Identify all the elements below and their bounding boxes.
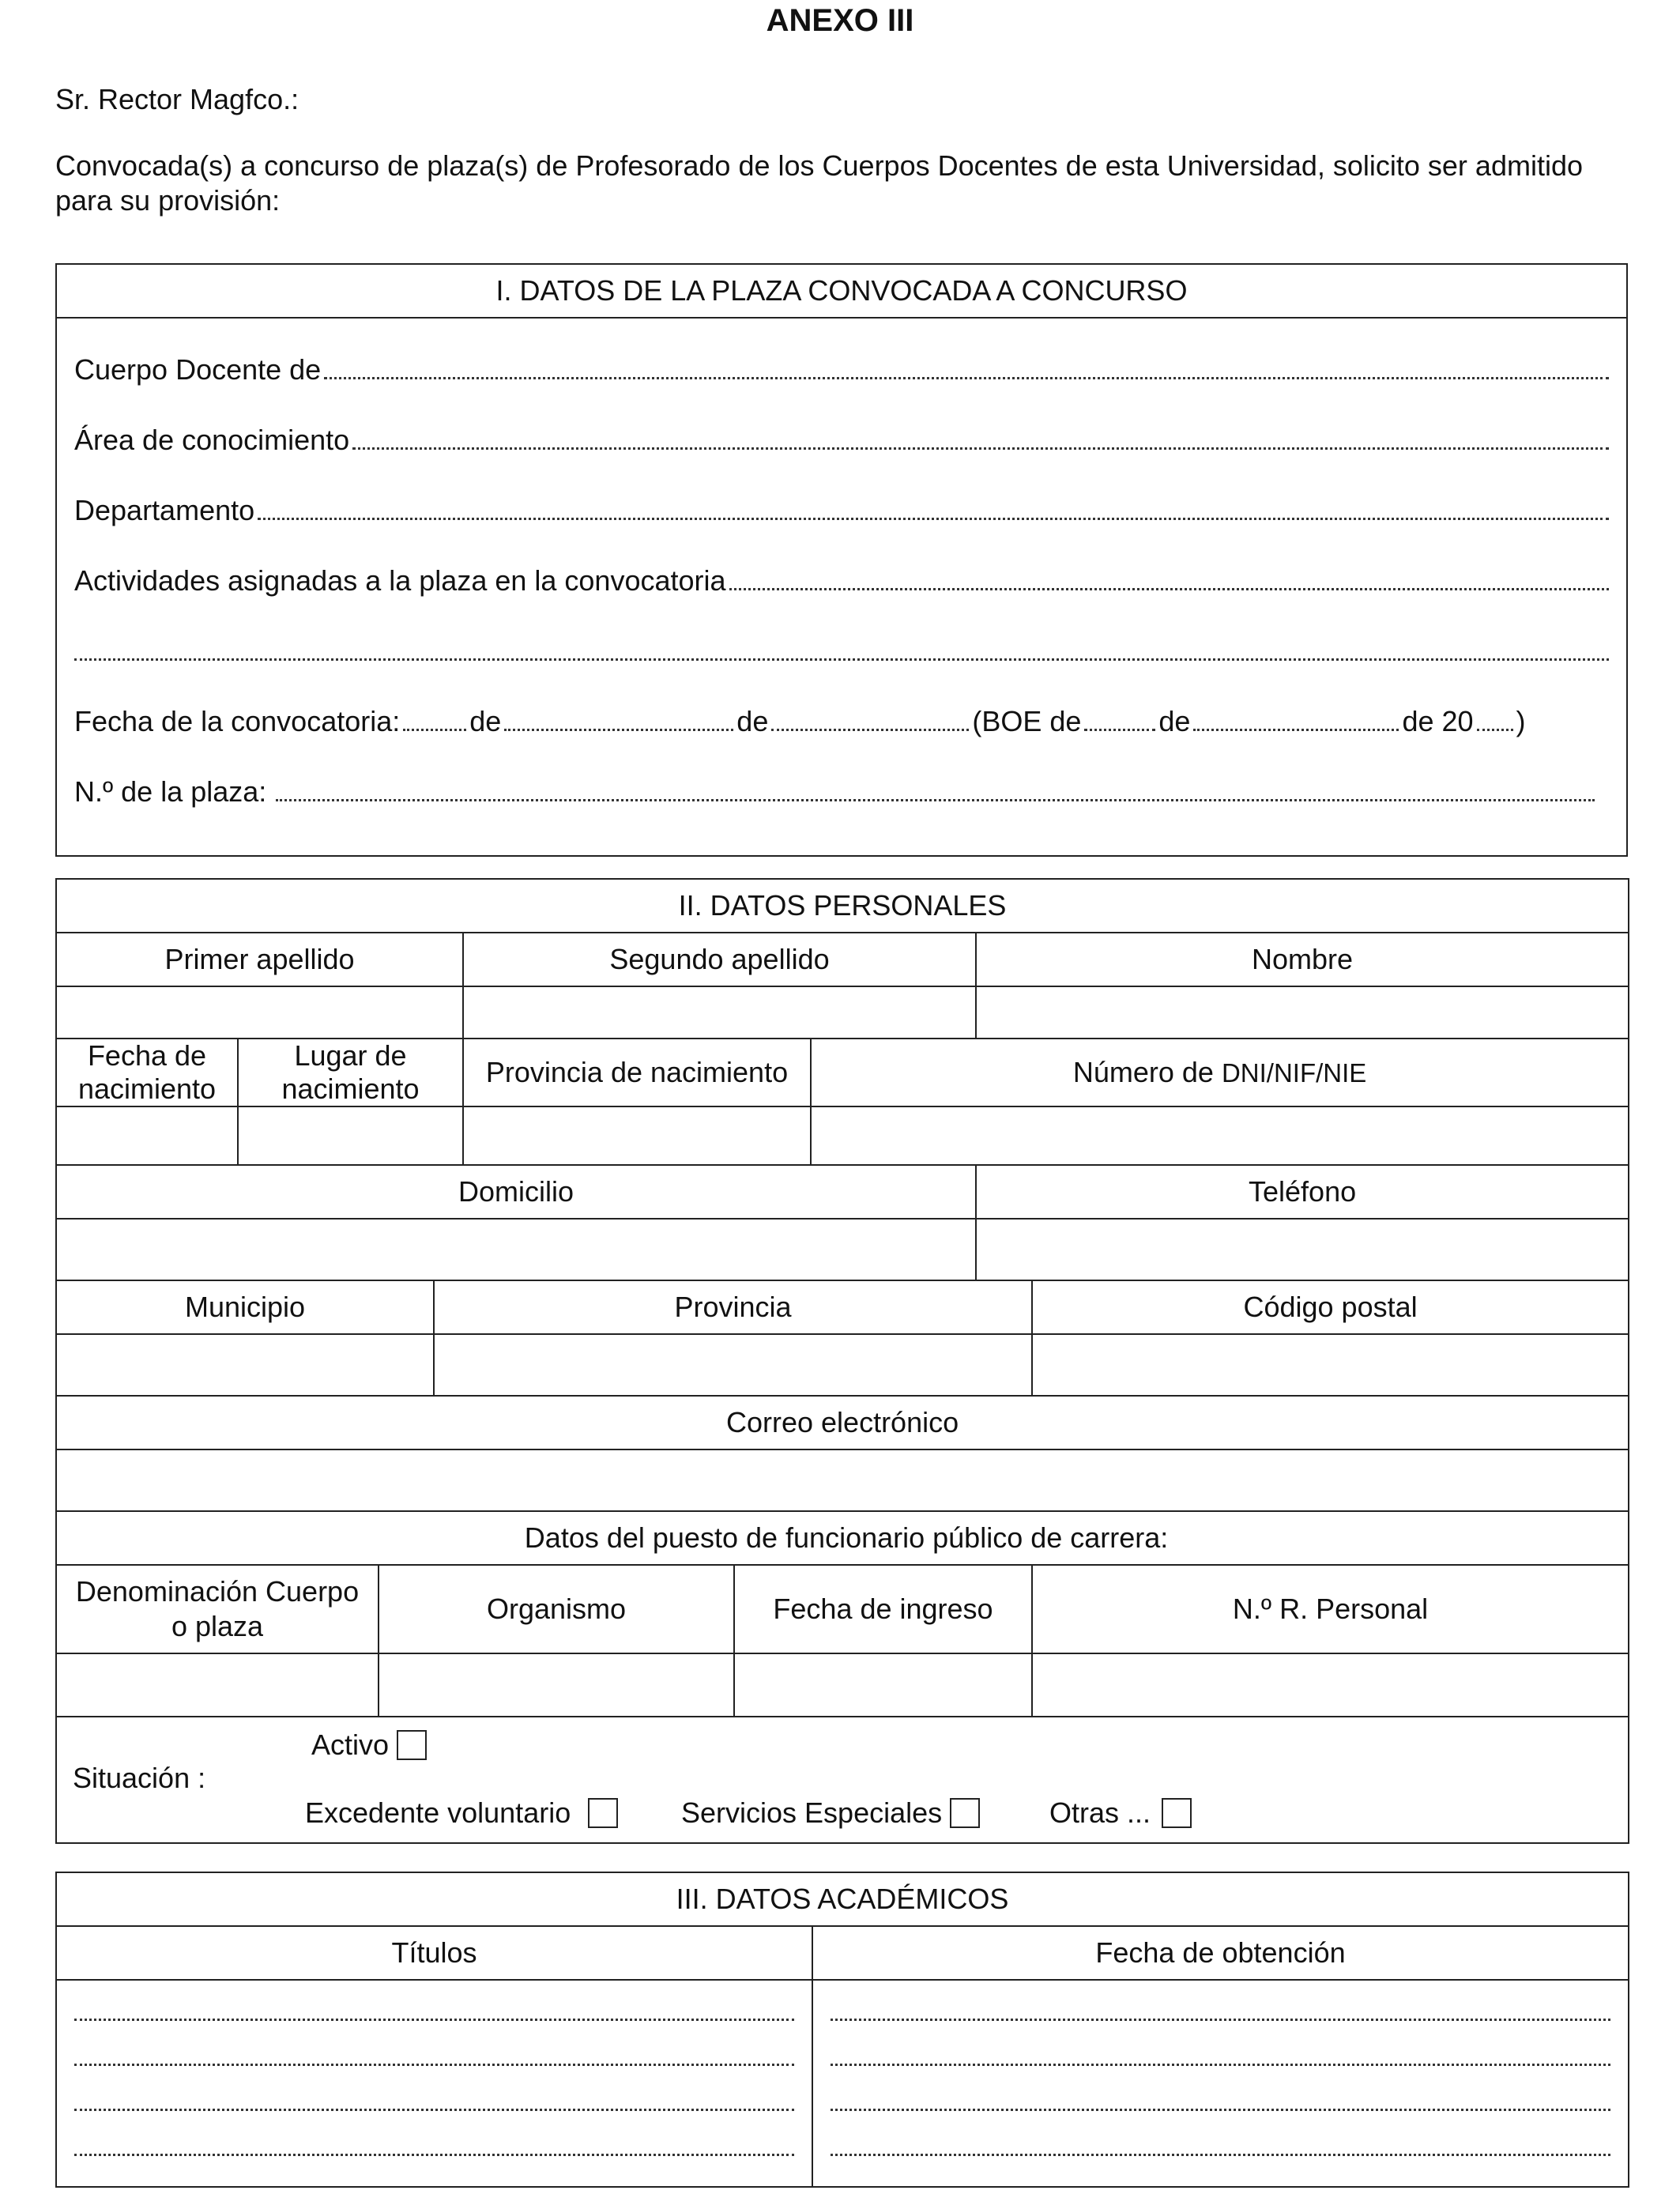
fecha-convocatoria-field[interactable]: Fecha de la convocatoria: de de (BOE de de de 20 ) bbox=[74, 705, 1526, 737]
organismo-label: Organismo bbox=[379, 1565, 734, 1653]
nr-personal-input[interactable] bbox=[1032, 1653, 1629, 1717]
actividades-continuation-field[interactable] bbox=[74, 635, 1609, 705]
municipio-input[interactable] bbox=[56, 1334, 434, 1396]
codigo-postal-label: Código postal bbox=[1032, 1280, 1629, 1334]
cuerpo-docente-field[interactable] bbox=[74, 353, 1609, 424]
section-datos-academicos bbox=[55, 1872, 1629, 2188]
correo-label: Correo electrónico bbox=[56, 1396, 1629, 1449]
provincia-nacimiento-label: Provincia de nacimiento bbox=[463, 1039, 811, 1106]
denominacion-label: Denominación Cuerpo o plaza bbox=[56, 1565, 379, 1653]
activo-option[interactable]: Activo bbox=[311, 1728, 427, 1762]
section-plaza-convocada bbox=[55, 263, 1628, 857]
fecha-nacimiento-label: Fecha de nacimiento bbox=[56, 1039, 238, 1106]
correo-input[interactable] bbox=[56, 1449, 1629, 1511]
document-title: ANEXO III bbox=[766, 3, 914, 38]
area-conocimiento-field[interactable] bbox=[74, 424, 1609, 494]
provincia-nacimiento-input[interactable] bbox=[463, 1106, 811, 1165]
domicilio-label: Domicilio bbox=[56, 1165, 976, 1219]
titulo-line[interactable] bbox=[74, 2043, 794, 2066]
actividades-label: Actividades asignadas a la plaza en la convocatoria bbox=[74, 564, 726, 597]
cuerpo-docente-label: Cuerpo Docente de bbox=[74, 353, 322, 386]
fecha-obtencion-lines[interactable] bbox=[812, 1980, 1629, 2187]
fecha-obtencion-line[interactable] bbox=[831, 2133, 1610, 2156]
plaza-fields bbox=[56, 318, 1627, 856]
dni-label: Número de DNI/NIF/NIE bbox=[811, 1039, 1629, 1106]
fecha-ingreso-input[interactable] bbox=[734, 1653, 1032, 1717]
segundo-apellido-label: Segundo apellido bbox=[463, 933, 976, 986]
funcionario-label: Datos del puesto de funcionario público de carrera: bbox=[56, 1511, 1629, 1565]
domicilio-input[interactable] bbox=[56, 1219, 976, 1280]
area-conocimiento-label: Área de conocimiento bbox=[74, 424, 350, 456]
servicios-checkbox[interactable] bbox=[950, 1798, 980, 1828]
fecha-nacimiento-input[interactable] bbox=[56, 1106, 238, 1165]
titulos-label: Títulos bbox=[56, 1926, 812, 1980]
situacion-label: Situación : bbox=[73, 1762, 206, 1794]
fecha-obtencion-line[interactable] bbox=[831, 2043, 1610, 2066]
codigo-postal-input[interactable] bbox=[1032, 1334, 1629, 1396]
section-1-header: I. DATOS DE LA PLAZA CONVOCADA A CONCURSO bbox=[56, 264, 1627, 318]
actividades-field[interactable] bbox=[74, 564, 1609, 635]
section-datos-personales bbox=[55, 878, 1629, 1844]
segundo-apellido-input[interactable] bbox=[463, 986, 976, 1039]
nombre-input[interactable] bbox=[976, 986, 1629, 1039]
municipio-label: Municipio bbox=[56, 1280, 434, 1334]
section-2-header: II. DATOS PERSONALES bbox=[56, 879, 1629, 933]
otras-option[interactable]: Otras ... bbox=[1049, 1796, 1192, 1830]
titulo-line[interactable] bbox=[74, 2133, 794, 2156]
provincia-input[interactable] bbox=[434, 1334, 1032, 1396]
departamento-field[interactable] bbox=[74, 494, 1609, 564]
situacion-row bbox=[56, 1717, 1629, 1843]
telefono-label: Teléfono bbox=[976, 1165, 1629, 1219]
provincia-label: Provincia bbox=[434, 1280, 1032, 1334]
intro-paragraph: Convocada(s) a concurso de plaza(s) de Profesorado de los Cuerpos Docentes de esta Universidad, solicito ser admitido para su provisión: bbox=[55, 149, 1583, 217]
denominacion-input[interactable] bbox=[56, 1653, 379, 1717]
fecha-obtencion-label: Fecha de obtención bbox=[812, 1926, 1629, 1980]
servicios-option[interactable]: Servicios Especiales bbox=[681, 1796, 980, 1830]
numero-plaza-label: N.º de la plaza: bbox=[74, 775, 267, 808]
fecha-convocatoria-label: Fecha de la convocatoria: bbox=[74, 705, 401, 737]
titulos-lines[interactable] bbox=[56, 1980, 812, 2187]
lugar-nacimiento-input[interactable] bbox=[238, 1106, 463, 1165]
excedente-option[interactable]: Excedente voluntario bbox=[305, 1796, 618, 1830]
departamento-label: Departamento bbox=[74, 494, 255, 526]
excedente-checkbox[interactable] bbox=[588, 1798, 618, 1828]
titulo-line[interactable] bbox=[74, 1998, 794, 2021]
numero-plaza-field[interactable] bbox=[74, 775, 1609, 846]
primer-apellido-label: Primer apellido bbox=[56, 933, 463, 986]
dni-suffix: DNI/NIF/NIE bbox=[1221, 1058, 1367, 1088]
titulo-line[interactable] bbox=[74, 2088, 794, 2111]
lugar-nacimiento-label: Lugar de nacimiento bbox=[238, 1039, 463, 1106]
nombre-label: Nombre bbox=[976, 933, 1629, 986]
primer-apellido-input[interactable] bbox=[56, 986, 463, 1039]
nr-personal-label: N.º R. Personal bbox=[1032, 1565, 1629, 1653]
salutation: Sr. Rector Magfco.: bbox=[55, 83, 299, 115]
dni-input[interactable] bbox=[811, 1106, 1629, 1165]
organismo-input[interactable] bbox=[379, 1653, 734, 1717]
fecha-obtencion-line[interactable] bbox=[831, 1998, 1610, 2021]
activo-checkbox[interactable] bbox=[397, 1730, 427, 1760]
fecha-obtencion-line[interactable] bbox=[831, 2088, 1610, 2111]
section-3-header: III. DATOS ACADÉMICOS bbox=[56, 1872, 1629, 1926]
fecha-ingreso-label: Fecha de ingreso bbox=[734, 1565, 1032, 1653]
telefono-input[interactable] bbox=[976, 1219, 1629, 1280]
otras-checkbox[interactable] bbox=[1162, 1798, 1192, 1828]
